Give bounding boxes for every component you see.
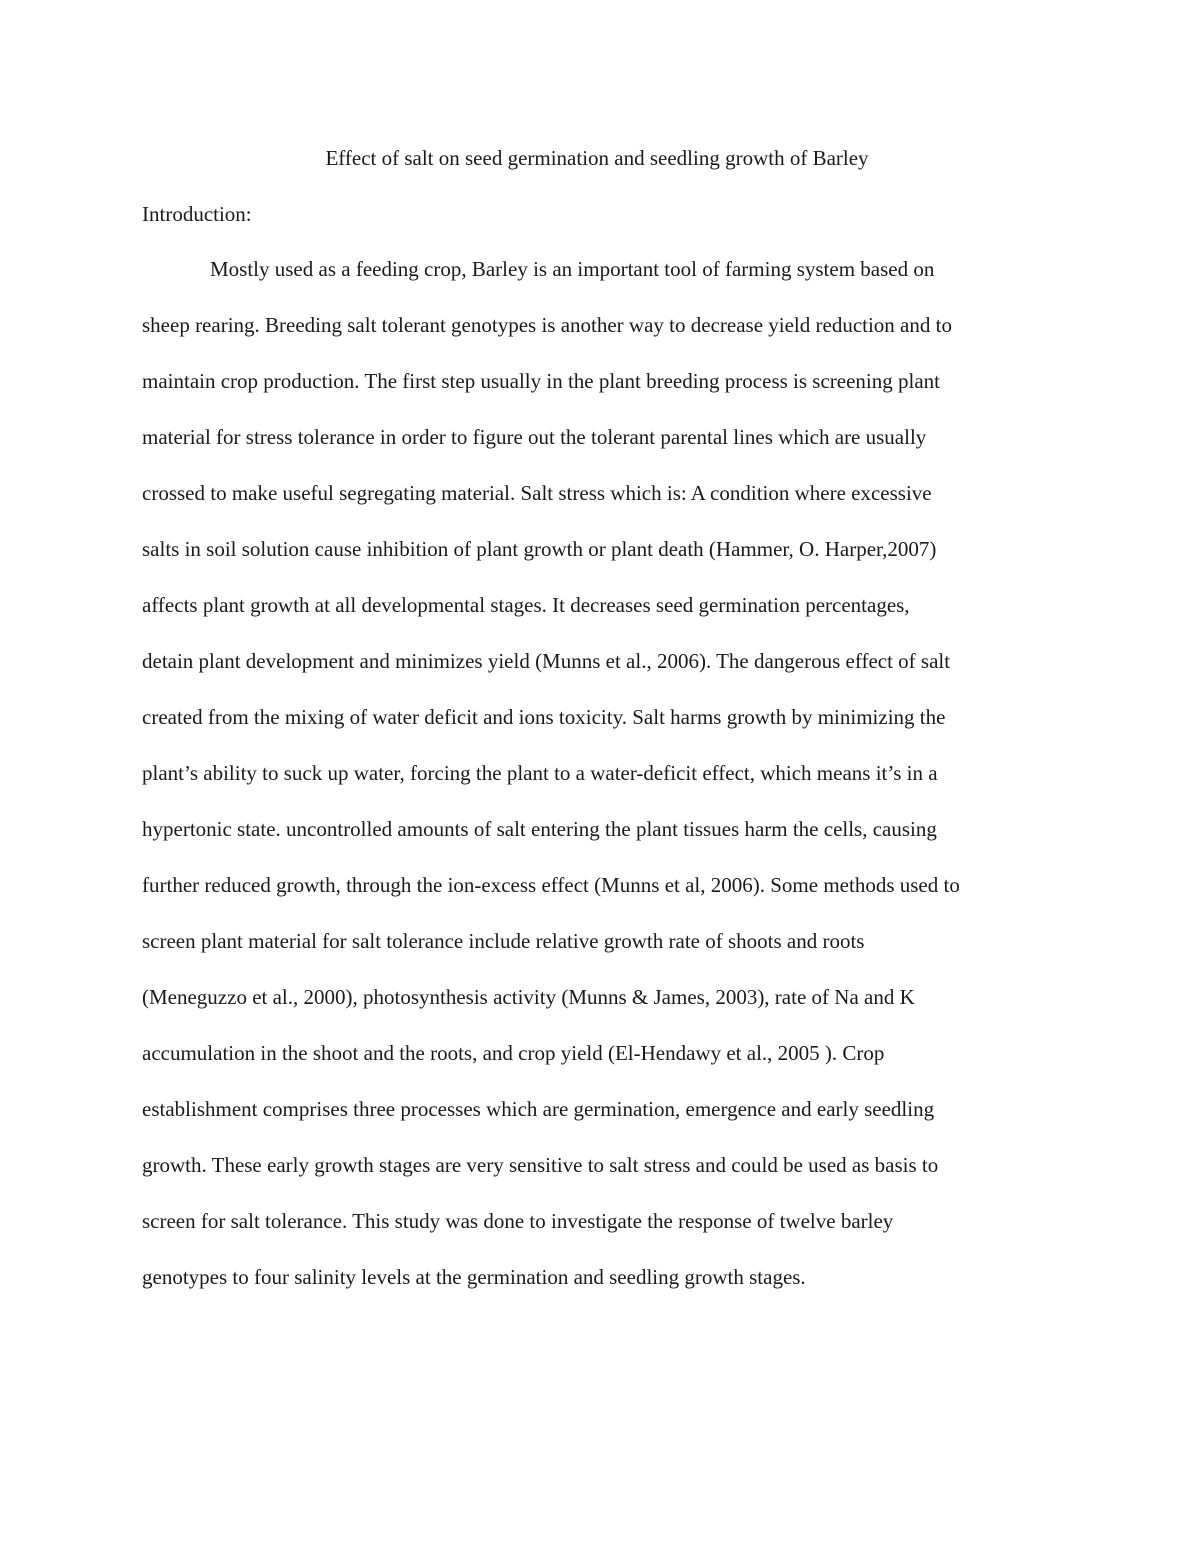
section-heading-introduction: Introduction: <box>142 202 252 226</box>
paragraph-line: detain plant development and minimizes yield (Munns et al., 2006). The dangerous effect of salt <box>142 649 951 673</box>
paragraph-line: screen for salt tolerance. This study was done to investigate the response of twelve barley <box>142 1209 894 1233</box>
paragraph-line: sheep rearing. Breeding salt tolerant genotypes is another way to decrease yield reduction and to <box>142 313 952 337</box>
paragraph-line: Mostly used as a feeding crop, Barley is an important tool of farming system based on <box>210 257 935 281</box>
paragraph-line: created from the mixing of water deficit and ions toxicity. Salt harms growth by minimizing the <box>142 705 946 729</box>
paragraph-line: growth. These early growth stages are very sensitive to salt stress and could be used as basis to <box>142 1153 939 1177</box>
paragraph-line: genotypes to four salinity levels at the germination and seedling growth stages. <box>142 1265 806 1289</box>
paragraph-line: establishment comprises three processes which are germination, emergence and early seedling <box>142 1097 935 1121</box>
paragraph-line: salts in soil solution cause inhibition of plant growth or plant death (Hammer, O. Harper,2007) <box>142 537 937 561</box>
paragraph-line: maintain crop production. The first step usually in the plant breeding process is screening plant <box>142 369 940 393</box>
paragraph-line: screen plant material for salt tolerance include relative growth rate of shoots and roots <box>142 929 865 953</box>
paragraph-line: accumulation in the shoot and the roots, and crop yield (El-Hendawy et al., 2005 ). Crop <box>142 1041 885 1065</box>
paragraph-line: hypertonic state. uncontrolled amounts of salt entering the plant tissues harm the cells, causing <box>142 817 937 841</box>
paragraph-line: (Meneguzzo et al., 2000), photosynthesis activity (Munns & James, 2003), rate of Na and K <box>142 985 915 1009</box>
paragraph-line: further reduced growth, through the ion-excess effect (Munns et al, 2006). Some methods used to <box>142 873 960 897</box>
paragraph-line: plant’s ability to suck up water, forcing the plant to a water-deficit effect, which means it’s in a <box>142 761 938 785</box>
paragraph-line: crossed to make useful segregating material. Salt stress which is: A condition where excessive <box>142 481 932 505</box>
paragraph-line: material for stress tolerance in order to figure out the tolerant parental lines which are usually <box>142 425 927 449</box>
document-title: Effect of salt on seed germination and seedling growth of Barley <box>325 146 869 170</box>
introduction-paragraph <box>142 253 1072 1317</box>
paragraph-line: affects plant growth at all developmental stages. It decreases seed germination percentages, <box>142 593 910 617</box>
